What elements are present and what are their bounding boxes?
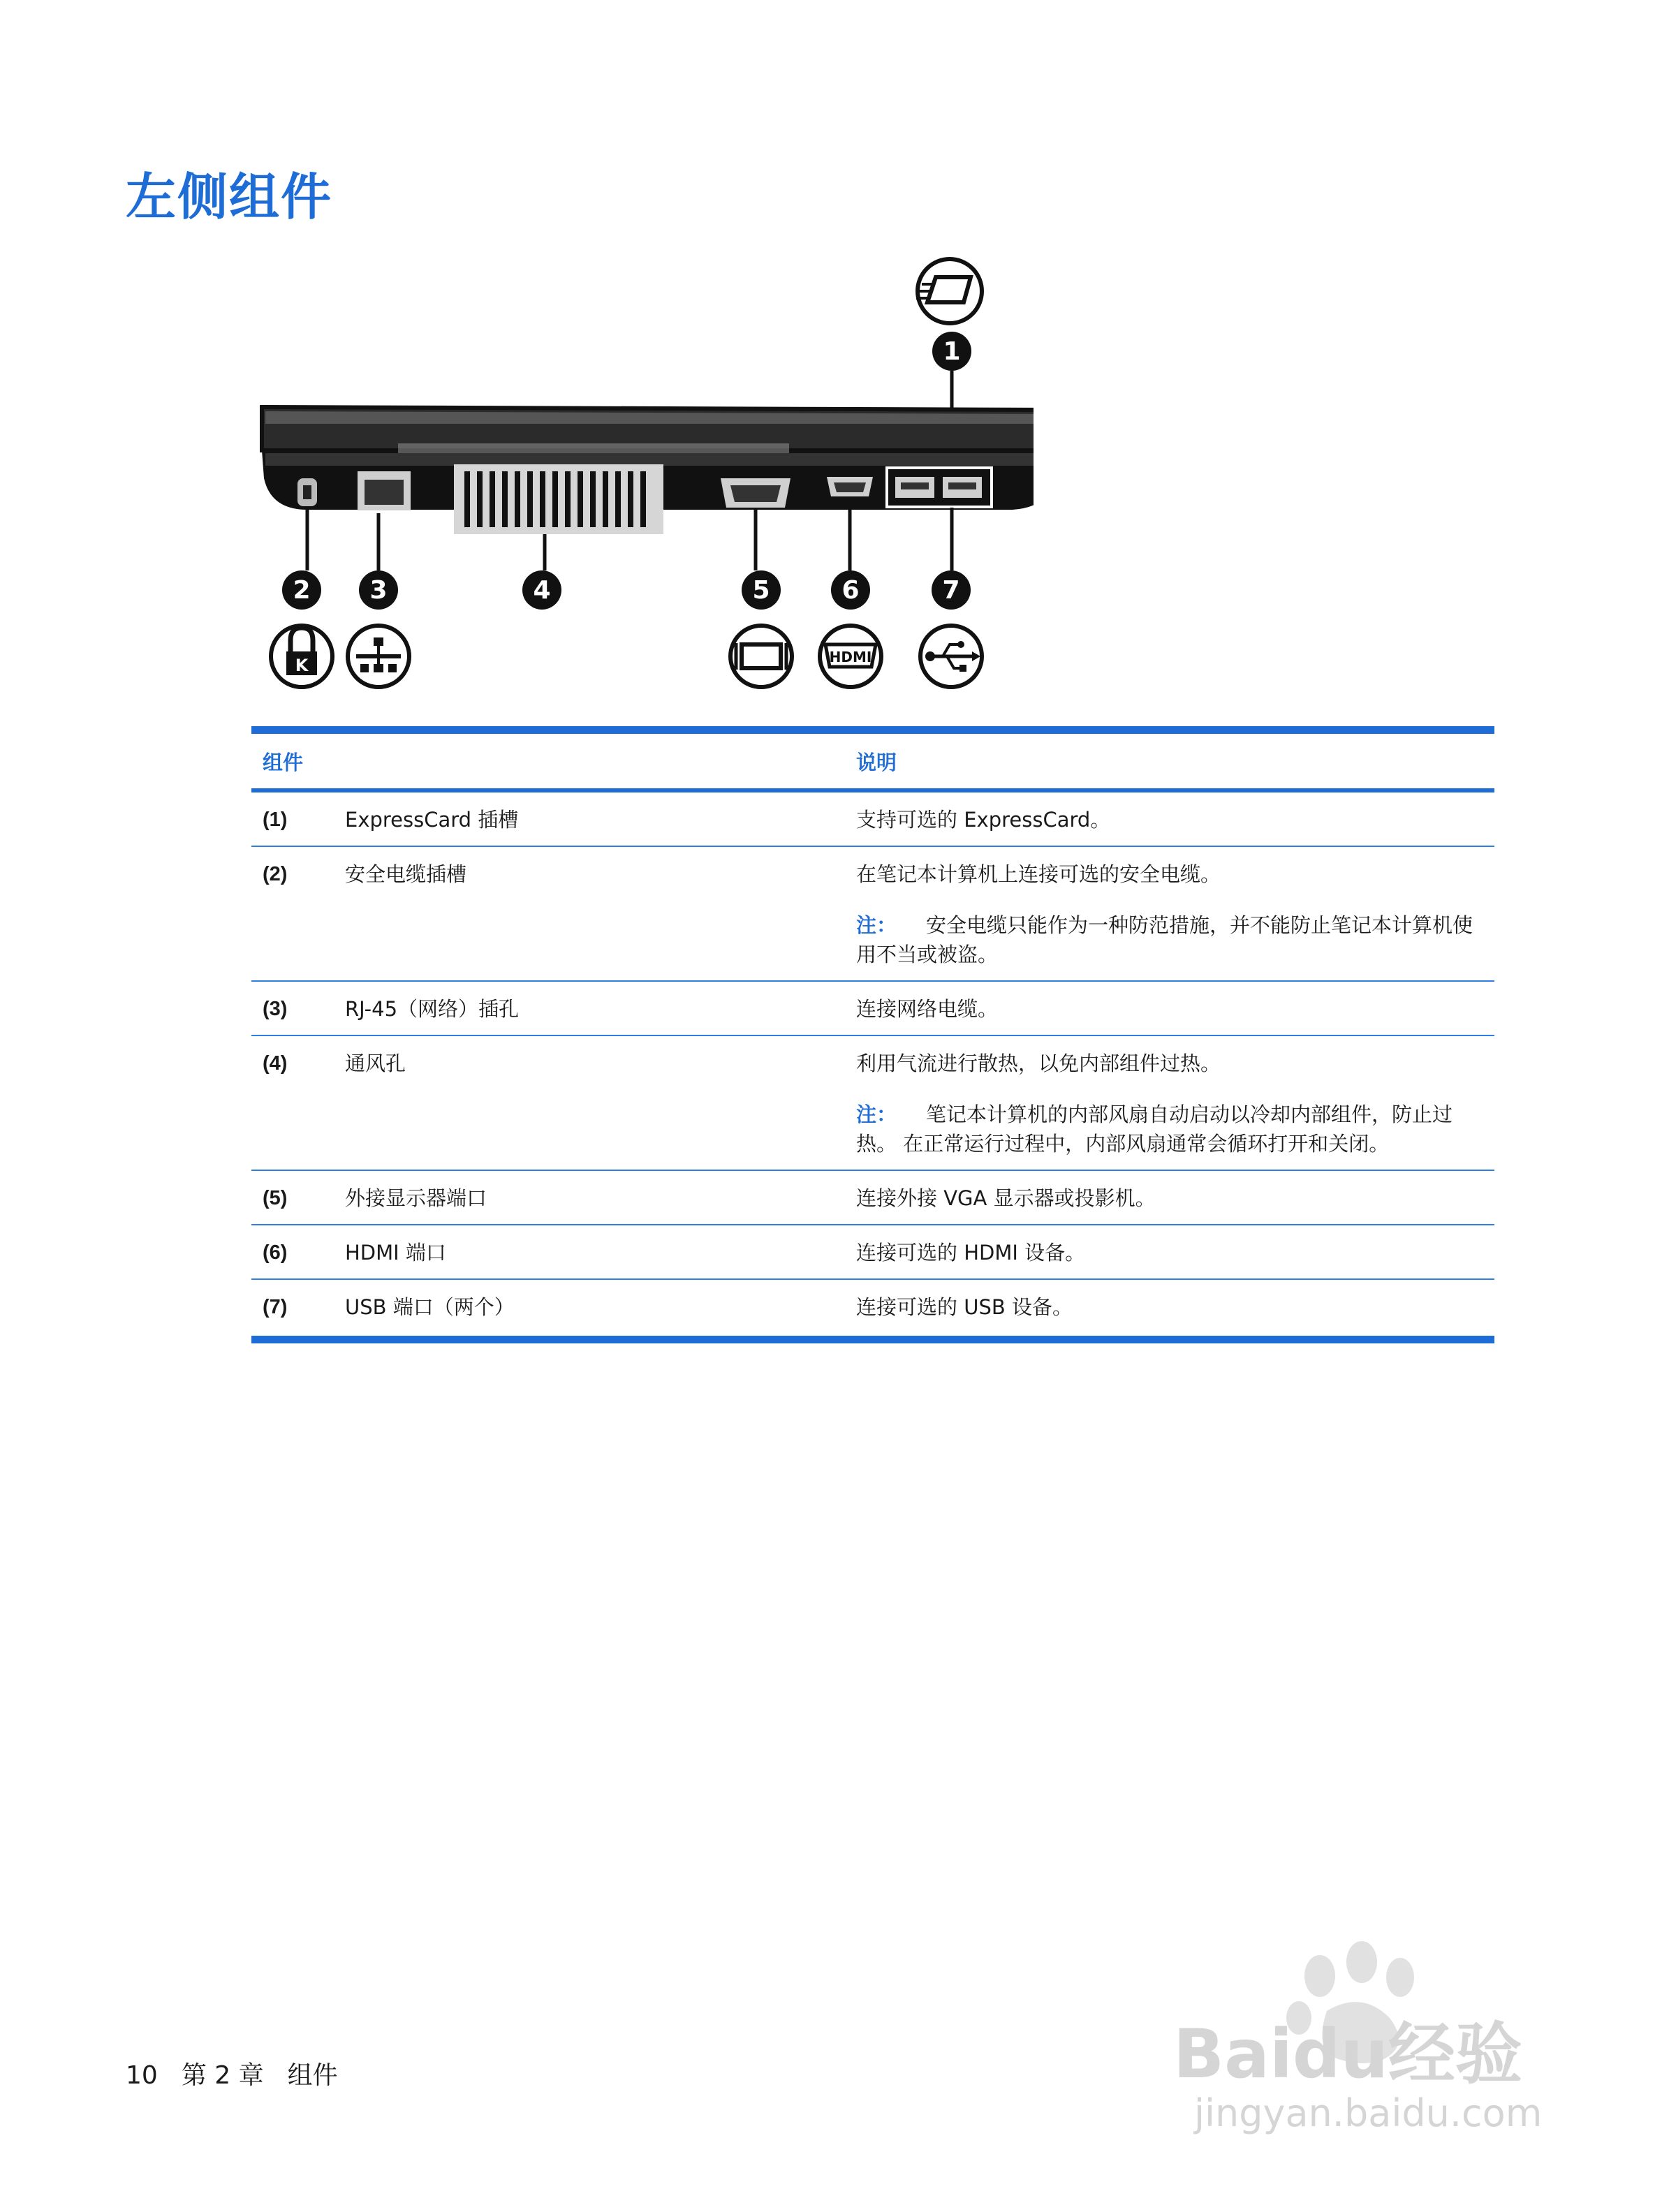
page-title: 左侧组件 bbox=[126, 168, 333, 226]
note-text: 笔记本计算机的内部风扇自动启动以冷却内部组件，防止过热。 在正常运行过程中，内部风扇通常会循环打开和关闭。 bbox=[856, 1103, 1453, 1156]
component-description bbox=[845, 1225, 1494, 1279]
svg-text:7: 7 bbox=[942, 576, 960, 605]
callout-3 bbox=[359, 570, 398, 610]
table-row bbox=[251, 790, 1494, 846]
row-number: (3) bbox=[251, 981, 334, 1035]
row-number: (2) bbox=[251, 846, 334, 981]
svg-text:K: K bbox=[295, 656, 309, 675]
chapter-label: 第 2 章 bbox=[181, 2061, 264, 2090]
note bbox=[856, 1100, 1483, 1158]
hdmi-icon bbox=[820, 626, 881, 687]
component-description bbox=[845, 846, 1494, 981]
svg-text:2: 2 bbox=[293, 576, 311, 605]
component-description bbox=[845, 1279, 1494, 1340]
network-rj45-icon bbox=[348, 626, 409, 687]
table-row bbox=[251, 981, 1494, 1035]
component-name: RJ-45（网络）插孔 bbox=[334, 981, 845, 1035]
svg-text:4: 4 bbox=[533, 576, 551, 605]
callout-2 bbox=[282, 570, 321, 610]
row-number: (7) bbox=[251, 1279, 334, 1340]
note-label: 注： bbox=[856, 1103, 897, 1126]
laptop-left-side-figure bbox=[251, 248, 1034, 702]
chapter-title: 组件 bbox=[287, 2061, 338, 2090]
description-text: 连接可选的 HDMI 设备。 bbox=[856, 1241, 1086, 1264]
svg-text:3: 3 bbox=[369, 576, 388, 605]
component-name: USB 端口（两个） bbox=[334, 1279, 845, 1340]
component-description bbox=[845, 1035, 1494, 1170]
component-name: HDMI 端口 bbox=[334, 1225, 845, 1279]
component-description bbox=[845, 981, 1494, 1035]
note-text: 安全电缆只能作为一种防范措施，并不能防止笔记本计算机使用不当或被盗。 bbox=[856, 913, 1473, 966]
description-text: 支持可选的 ExpressCard。 bbox=[856, 808, 1111, 832]
vga-monitor-icon bbox=[730, 626, 792, 687]
callout-6 bbox=[831, 570, 870, 610]
component-name: ExpressCard 插槽 bbox=[334, 790, 845, 846]
note-label: 注： bbox=[856, 913, 897, 937]
svg-text:HDMI: HDMI bbox=[829, 649, 872, 665]
component-description bbox=[845, 1170, 1494, 1225]
description-text: 连接网络电缆。 bbox=[856, 997, 999, 1021]
components-table bbox=[251, 726, 1494, 1343]
svg-text:1: 1 bbox=[943, 337, 961, 366]
header-description: 说明 bbox=[845, 730, 1494, 791]
row-number: (5) bbox=[251, 1170, 334, 1225]
page-number: 10 bbox=[126, 2061, 158, 2090]
note bbox=[856, 910, 1483, 969]
callout-5 bbox=[742, 570, 781, 610]
description-text: 在笔记本计算机上连接可选的安全电缆。 bbox=[856, 862, 1221, 886]
description-text: 利用气流进行散热，以免内部组件过热。 bbox=[856, 1052, 1221, 1075]
watermark-url: jingyan.baidu.com bbox=[1194, 2091, 1543, 2135]
header-component: 组件 bbox=[251, 730, 845, 791]
svg-text:6: 6 bbox=[841, 576, 860, 605]
table-row bbox=[251, 1279, 1494, 1340]
table-row bbox=[251, 1035, 1494, 1170]
component-name: 安全电缆插槽 bbox=[334, 846, 845, 981]
page-footer bbox=[126, 2056, 362, 2091]
row-number: (6) bbox=[251, 1225, 334, 1279]
watermark-brand: Baidu经验 bbox=[1173, 2015, 1522, 2093]
table-row bbox=[251, 1170, 1494, 1225]
expresscard-icon bbox=[916, 259, 982, 323]
table-row bbox=[251, 846, 1494, 981]
table-header-row bbox=[251, 730, 1494, 791]
component-name: 外接显示器端口 bbox=[334, 1170, 845, 1225]
description-text: 连接可选的 USB 设备。 bbox=[856, 1295, 1073, 1319]
baidu-watermark bbox=[1159, 1927, 1550, 2137]
callout-4 bbox=[522, 570, 561, 610]
component-name: 通风孔 bbox=[334, 1035, 845, 1170]
row-number: (1) bbox=[251, 790, 334, 846]
table-row bbox=[251, 1225, 1494, 1279]
row-number: (4) bbox=[251, 1035, 334, 1170]
component-description bbox=[845, 790, 1494, 846]
description-text: 连接外接 VGA 显示器或投影机。 bbox=[856, 1186, 1156, 1210]
security-lock-icon bbox=[271, 626, 332, 687]
usb-icon bbox=[920, 626, 982, 687]
callout-7 bbox=[932, 570, 971, 610]
svg-text:5: 5 bbox=[752, 576, 770, 605]
